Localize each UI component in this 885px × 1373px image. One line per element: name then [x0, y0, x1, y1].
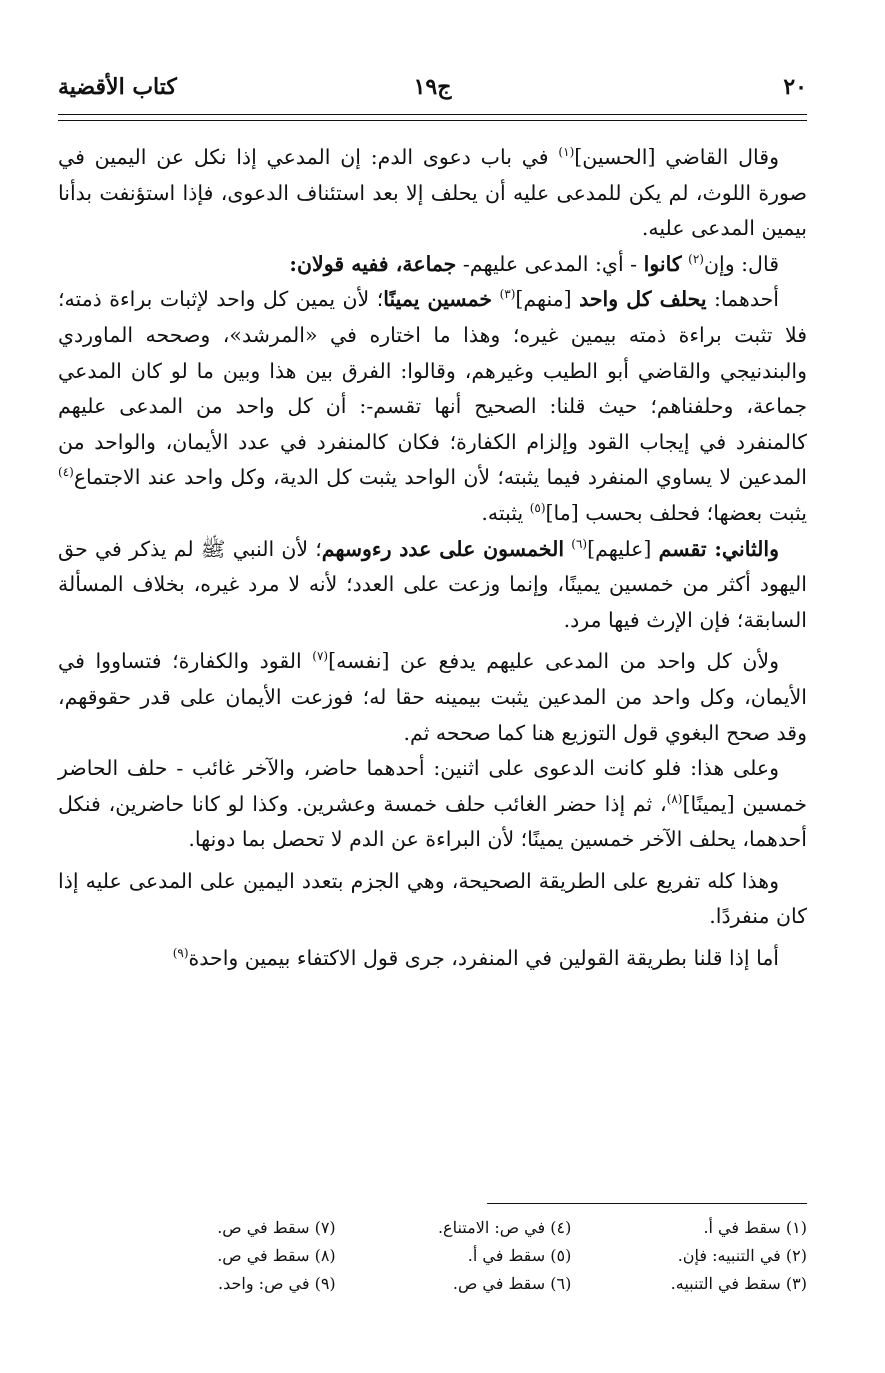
volume-label: ج١٩ [413, 74, 452, 100]
paragraph-2: قال: وإن$^{(٢)}$ كانوا - أي: المدعى عليهم- جماعة، ففيه قولان: [289, 251, 779, 276]
footnote-ref: (٢) [688, 251, 704, 266]
footnote-ref: (٨) [666, 791, 683, 806]
paragraph-4: والثاني: تقسم [عليهم]$^{(٦)}$ الخمسون على عدد رءوسهم؛ لأن النبي ﷺ لم يذكر في حق اليهود أكثر من خمسين يمينًا، وإنما وزعت على العدد؛ لأنه لا مرد غيره، بخلاف المسألة السابقة؛ فإن الإرث فيها مرد. [58, 536, 807, 632]
footnote-ref: (٧) [312, 649, 329, 664]
footnote-4: (٤) في ص: الامتناع. [437, 1218, 572, 1237]
footnote-ref: (٦) [571, 536, 588, 551]
footnote-8: (٨) سقط في ص. [217, 1246, 336, 1265]
footnotes [100, 1214, 807, 1298]
paragraph-7: وهذا كله تفريع على الطريقة الصحيحة، وهي الجزم بتعدد اليمين على المدعى عليه إذا كان منفردًا. [58, 868, 807, 929]
paragraph-3: أحدهما: يحلف كل واحد [منهم]$^{(٣)}$ خمسين يمينًا؛ لأن يمين كل واحد لإثبات براءة ذمته؛ فلا تثبت براءة ذمته بيمين غيره؛ وهذا ما اختاره في «المرشد»، وصححه الماوردي والبندنيجي والقاضي أبو الطيب وغيرهم، وقالوا: الفرق بين هذا وبين ما لو كان المدعي جماعة، وحلفناهم؛ حيث قلنا: الصحيح أنها تقسم-: أن كل واحد من المدعى عليهم كالمنفرد في إيجاب القود وإلزام الكفارة؛ فكان كالمنفرد في عدد الأيمان، والواحد من المدعين لا يساوي المنفرد فيما يثبته؛ لأن الواحد يثبت كل الدية، وكل واحد عند الاجتماع$^{(٤)}$ يثبت بعضها؛ فحلف بحسب [ما]$^{(٥)}$ يثبته. [58, 287, 807, 525]
footnote-9: (٩) في ص: واحد. [218, 1274, 336, 1293]
footnote-ref: (١) [558, 145, 575, 160]
paragraph-6: وعلى هذا: فلو كانت الدعوى على اثنين: أحدهما حاضر، والآخر غائب - حلف الحاضر خمسين [يمينًا]$^{(٨)}$، ثم إذا حضر الغائب حلف خمسة وعشرين. وكذا لو كانا حاضرين، فنكل أحدهما، يحلف الآخر خمسين يمينًا؛ لأن البراءة عن الدم لا تحصل بما دونها. [58, 756, 808, 852]
header-rule-bottom [58, 120, 807, 121]
footnote-ref: (٣) [499, 287, 516, 302]
book-title: كتاب الأقضية [58, 74, 177, 100]
paragraph-8: أما إذا قلنا بطريقة القولين في المنفرد، جرى قول الاكتفاء بيمين واحدة$^{(٩)}$ [172, 946, 779, 971]
footnote-ref: (٩) [172, 946, 189, 961]
paragraph-5: ولأن كل واحد من المدعى عليهم يدفع عن [نفسه]$^{(٧)}$ القود والكفارة؛ فتساووا في الأيمان، وكل واحد من المدعين يثبت بيمينه حقا له؛ فوزعت الأيمان على قدر حقوقهم، وقد صحح البغوي قول التوزيع هنا كما صححه ثم. [58, 649, 807, 745]
main-text [58, 140, 807, 977]
footnote-1: (١) سقط في أ. [703, 1218, 807, 1237]
footnote-ref: (٤) [58, 465, 74, 480]
footnote-5: (٥) سقط في أ. [467, 1246, 572, 1265]
footnote-ref: (٥) [529, 501, 546, 516]
footnote-3: (٣) سقط في التنبيه. [670, 1274, 807, 1293]
footnote-6: (٦) سقط في ص. [452, 1274, 572, 1293]
running-header [58, 72, 807, 112]
footnote-separator [487, 1203, 807, 1204]
footnote-7: (٧) سقط في ص. [217, 1218, 336, 1237]
page-number: ٢٠ [783, 74, 807, 100]
footnote-2: (٢) في التنبيه: فإن. [677, 1246, 807, 1265]
header-rule-top [58, 114, 807, 115]
paragraph-1: وقال القاضي [الحسين]$^{(١)}$ في باب دعوى الدم: إن المدعي إذا نكل عن اليمين في صورة اللوث، لم يكن للمدعى عليه أن يحلف إلا بعد استئناف الدعوى، فإذا استؤنفت بدأنا بيمين المدعى عليه. [58, 145, 807, 241]
